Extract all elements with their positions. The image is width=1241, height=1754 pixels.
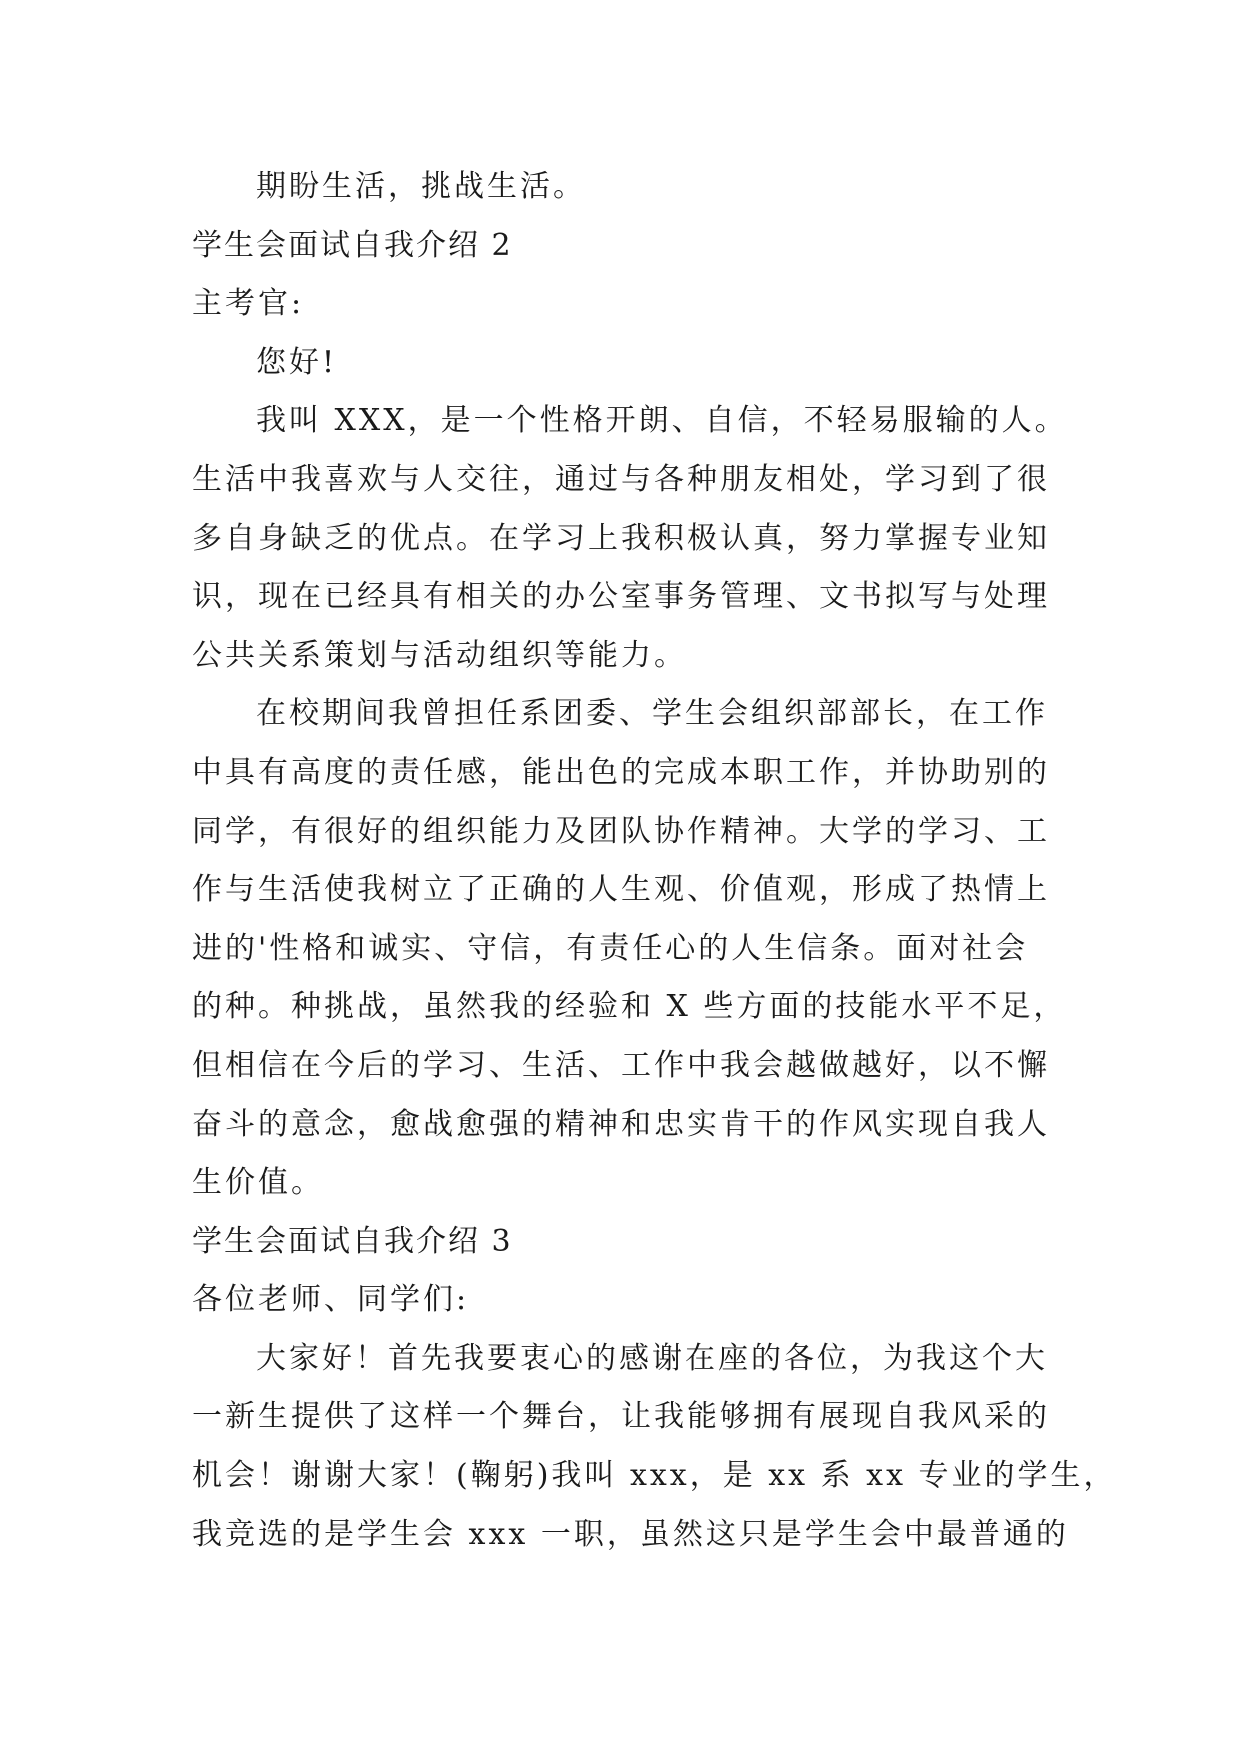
paragraph-line: 识，现在已经具有相关的办公室事务管理、文书拟写与处理 <box>192 579 1050 615</box>
paragraph-line: 但相信在今后的学习、生活、工作中我会越做越好，以不懈 <box>192 1047 1050 1083</box>
paragraph-line: 的种。种挑战，虽然我的经验和 X 些方面的技能水平不足， <box>192 989 1067 1025</box>
paragraph-line: 我叫 XXX，是一个性格开朗、自信，不轻易服输的人。 <box>256 403 1068 439</box>
paragraph-line: 期盼生活，挑战生活。 <box>256 169 586 204</box>
salutation: 主考官: <box>192 286 305 322</box>
paragraph-line: 多自身缺乏的优点。在学习上我积极认真，努力掌握专业知 <box>192 520 1050 556</box>
paragraph-line: 作与生活使我树立了正确的人生观、价值观，形成了热情上 <box>192 872 1050 908</box>
document-body <box>192 158 1117 1564</box>
paragraph-line: 中具有高度的责任感，能出色的完成本职工作，并协助别的 <box>192 754 1050 790</box>
paragraph-line: 公共关系策划与活动组织等能力。 <box>192 637 687 673</box>
paragraph-line: 奋斗的意念，愈战愈强的精神和忠实肯干的作风实现自我人 <box>192 1106 1050 1142</box>
paragraph-line: 我竞选的是学生会 xxx 一职，虽然这只是学生会中最普通的 <box>192 1516 1069 1552</box>
paragraph-line: 生价值。 <box>192 1165 324 1201</box>
paragraph-line: 进的'性格和诚实、守信，有责任心的人生信条。面对社会 <box>192 930 1029 966</box>
paragraph-line: 一新生提供了这样一个舞台，让我能够拥有展现自我风采的 <box>192 1399 1050 1435</box>
paragraph-line: 机会！谢谢大家！(鞠躬)我叫 xxx，是 xx 系 xx 专业的学生， <box>192 1458 1117 1494</box>
greeting: 您好! <box>256 344 338 380</box>
paragraph-line: 大家好！首先我要衷心的感谢在座的各位，为我这个大 <box>256 1340 1048 1376</box>
section-heading: 学生会面试自我介绍 2 <box>192 227 513 263</box>
paragraph-line: 生活中我喜欢与人交往，通过与各种朋友相处，学习到了很 <box>192 461 1050 497</box>
paragraph-line: 同学，有很好的组织能力及团队协作精神。大学的学习、工 <box>192 813 1050 849</box>
paragraph-line: 在校期间我曾担任系团委、学生会组织部部长，在工作 <box>256 696 1048 732</box>
salutation: 各位老师、同学们: <box>192 1282 470 1318</box>
section-heading: 学生会面试自我介绍 3 <box>192 1223 513 1259</box>
